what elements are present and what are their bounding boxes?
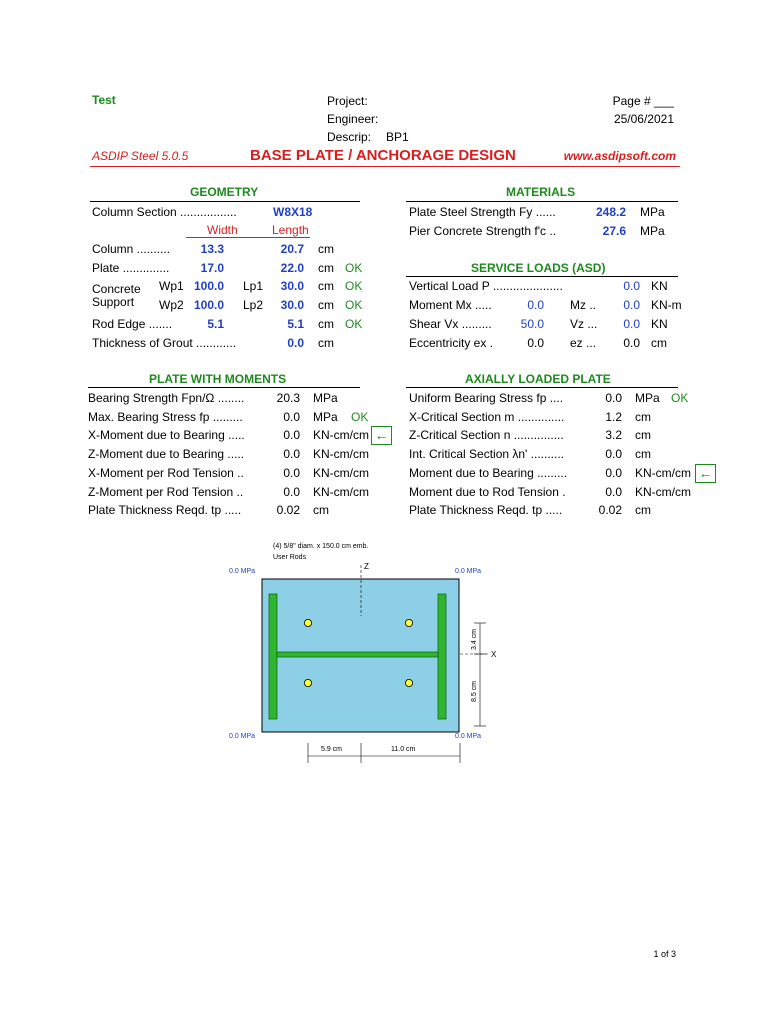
plate-moments-row-unit: KN-cm/cm: [313, 428, 369, 443]
lp2-label: Lp2: [243, 298, 264, 312]
axial-plate-row-value: 0.0: [605, 484, 622, 499]
plate-moments-row-value: 0.02: [276, 503, 300, 518]
lp2-value[interactable]: 30.0: [280, 298, 304, 312]
website-link[interactable]: www.asdipsoft.com: [563, 149, 676, 163]
rod-note-line-1: (4) 5/8" diam. x 150.0 cm emb.: [273, 543, 369, 550]
geometry-heading: GEOMETRY: [190, 185, 259, 199]
plate-moments-heading: PLATE WITH MOMENTS: [149, 372, 287, 386]
plate-moments-row-unit: KN-cm/cm: [313, 484, 369, 499]
plate-width-value[interactable]: 17.0: [200, 261, 224, 275]
dim-right-label: 11.0 cm: [391, 746, 416, 753]
moment-mx-label: Moment Mx .....: [409, 298, 492, 312]
descrip-label: Descrip:: [327, 130, 372, 144]
fy-value[interactable]: 248.2: [595, 205, 626, 219]
wp2-label: Wp2: [159, 298, 184, 312]
left-flange: [269, 594, 277, 719]
page-count: 1 of 3: [653, 949, 676, 959]
plate-moments-row-label: Z-Moment due to Bearing .....: [88, 447, 245, 462]
plate-moments-row-value: 20.3: [276, 391, 300, 405]
fy-label: Plate Steel Strength Fy ......: [409, 205, 556, 219]
column-width-value[interactable]: 13.3: [200, 242, 224, 256]
lp1-value[interactable]: 30.0: [280, 279, 304, 293]
length-header: Length: [272, 223, 309, 237]
anchor-rod-bottom-left: [304, 679, 311, 686]
wp1-value[interactable]: 100.0: [193, 279, 224, 293]
dim-left-label: 5.9 cm: [321, 746, 343, 753]
plate-moments-row-unit: KN-cm/cm: [313, 447, 369, 462]
dim-upper-label: 3.4 cm: [471, 628, 478, 650]
plate-moments-row-label: Z-Moment per Rod Tension ..: [88, 484, 244, 499]
shear-vx-value[interactable]: 50.0: [520, 317, 544, 331]
grout-unit: cm: [318, 336, 334, 350]
axial-plate-heading: AXIALLY LOADED PLATE: [465, 372, 611, 386]
corner-stress-bottom-right: 0.0 MPa: [455, 733, 482, 740]
eccentricity-ez-label: ez ...: [570, 336, 597, 350]
axial-plate-row-value: 1.2: [605, 409, 622, 424]
moment-mz-label: Mz ..: [570, 298, 596, 312]
anchor-rod-top-right: [405, 619, 412, 626]
concrete-label: Concrete: [92, 282, 141, 296]
wp1-label: Wp1: [159, 279, 184, 293]
rod-edge-width-value[interactable]: 5.1: [207, 317, 224, 331]
axial-plate-row-unit: KN-cm/cm: [635, 484, 691, 499]
rod-note-line-2: User Rods: [273, 554, 307, 561]
web: [277, 652, 438, 657]
header-date: 25/06/2021: [613, 112, 674, 126]
dim-lower-label: 8.5 cm: [471, 680, 478, 702]
axial-plate-row-unit: MPa: [635, 391, 660, 405]
column-section-value[interactable]: W8X18: [273, 205, 313, 219]
test-label: Test: [92, 93, 116, 107]
vertical-load-label: Vertical Load P .....................: [409, 279, 563, 293]
plate-moments-row-unit: cm: [313, 503, 329, 518]
width-length-underline: [186, 237, 310, 238]
axial-plate-row-label: Uniform Bearing Stress fp ....: [409, 391, 564, 405]
eccentricity-ex-value: 0.0: [527, 336, 544, 350]
plate-moments-row-unit: MPa: [313, 391, 338, 405]
left-arrow-icon[interactable]: ←: [371, 426, 392, 445]
lp1-unit: cm: [318, 279, 334, 293]
plate-length-value[interactable]: 22.0: [280, 261, 304, 275]
anchor-rod-top-left: [304, 619, 311, 626]
plate-moments-row-value: 0.0: [283, 428, 300, 443]
axial-plate-row-unit: cm: [635, 447, 651, 462]
axial-plate-row-label: Moment due to Bearing .........: [409, 465, 568, 480]
main-title: BASE PLATE / ANCHORAGE DESIGN: [250, 147, 516, 164]
service-loads-heading: SERVICE LOADS (ASD): [471, 261, 606, 275]
axial-plate-row-unit: KN-cm/cm: [635, 465, 691, 480]
plate-moments-row-label: Plate Thickness Reqd. tp .....: [88, 503, 242, 518]
eccentricity-ex-label: Eccentricity ex .: [409, 336, 494, 350]
service-loads-underline: [406, 276, 678, 277]
plate-moments-underline: [88, 387, 360, 388]
rod-edge-unit: cm: [318, 317, 334, 331]
column-label: Column ..........: [92, 242, 171, 256]
lp1-label: Lp1: [243, 279, 264, 293]
plate-moments-ok-status: OK: [351, 409, 369, 424]
eccentricity-unit: cm: [651, 336, 667, 350]
moment-mz-value[interactable]: 0.0: [623, 298, 640, 312]
support-label: Support: [92, 295, 135, 309]
axial-plate-row-label: Int. Critical Section λn' ..........: [409, 447, 565, 462]
axial-plate-row-label: Plate Thickness Reqd. tp .....: [409, 503, 563, 518]
axial-plate-row-value: 3.2: [605, 428, 622, 443]
axial-plate-row-label: Z-Critical Section n ...............: [409, 428, 564, 443]
shear-unit: KN: [651, 317, 668, 331]
moment-unit: KN-m: [651, 298, 682, 312]
rod-edge-label: Rod Edge .......: [92, 317, 173, 331]
project-label: Project:: [327, 94, 368, 108]
axial-plate-row-label: Moment due to Rod Tension .: [409, 484, 566, 499]
axial-plate-underline: [406, 387, 678, 388]
column-unit: cm: [318, 242, 334, 256]
plate-moments-row-value: 0.0: [283, 447, 300, 462]
title-divider: [90, 166, 680, 167]
width-header: Width: [207, 223, 238, 237]
axial-plate-row-unit: cm: [635, 409, 651, 424]
fy-unit: MPa: [640, 205, 665, 219]
plate-moments-row-value: 0.0: [283, 465, 300, 480]
fc-label: Pier Concrete Strength f'c ..: [409, 224, 557, 238]
plate-ok-status: OK: [345, 261, 363, 275]
plate-unit: cm: [318, 261, 334, 275]
materials-underline: [406, 201, 678, 202]
plate-moments-row-label: Bearing Strength Fpn/Ω ........: [88, 391, 245, 405]
vertical-load-unit: KN: [651, 279, 668, 293]
lp2-unit: cm: [318, 298, 334, 312]
plate-moments-row-label: X-Moment due to Bearing .....: [88, 428, 245, 443]
software-version: ASDIP Steel 5.0.5: [92, 149, 189, 163]
column-section-label: Column Section .................: [92, 205, 237, 219]
eccentricity-ez-value: 0.0: [623, 336, 640, 350]
rod-edge-ok-status: OK: [345, 317, 363, 331]
lp1-ok-status: OK: [345, 279, 363, 293]
left-arrow-icon[interactable]: ←: [695, 464, 716, 483]
lp2-ok-status: OK: [345, 298, 363, 312]
materials-heading: MATERIALS: [506, 185, 576, 199]
geometry-underline: [90, 201, 360, 202]
axial-plate-row-value: 0.0: [605, 391, 622, 405]
shear-vz-value[interactable]: 0.0: [623, 317, 640, 331]
plate-moments-row-label: X-Moment per Rod Tension ..: [88, 465, 244, 480]
page-number-label: Page # ___: [612, 94, 674, 108]
axial-plate-row-value: 0.0: [605, 465, 622, 480]
shear-vz-label: Vz ...: [570, 317, 598, 331]
axial-plate-row-value: 0.02: [598, 503, 622, 518]
axial-plate-ok-status: OK: [671, 391, 689, 405]
fc-unit: MPa: [640, 224, 665, 238]
descrip-value: BP1: [386, 130, 409, 144]
axial-plate-row-unit: cm: [635, 503, 651, 518]
rod-edge-length-value[interactable]: 5.1: [287, 317, 304, 331]
grout-value[interactable]: 0.0: [287, 336, 304, 350]
axial-plate-row-label: X-Critical Section m ..............: [409, 409, 565, 424]
moment-mx-value[interactable]: 0.0: [527, 298, 544, 312]
corner-stress-top-right: 0.0 MPa: [455, 568, 482, 575]
plate-moments-row-value: 0.0: [283, 484, 300, 499]
plate-moments-row-unit: MPa: [313, 409, 338, 424]
right-flange: [438, 594, 446, 719]
engineer-label: Engineer:: [327, 112, 379, 126]
plate-label: Plate ..............: [92, 261, 170, 275]
axial-plate-row-unit: cm: [635, 428, 651, 443]
corner-stress-bottom-left: 0.0 MPa: [229, 733, 256, 740]
x-axis-label: X: [491, 650, 497, 659]
plate-moments-row-value: 0.0: [283, 409, 300, 424]
vertical-load-value[interactable]: 0.0: [623, 279, 640, 293]
shear-vx-label: Shear Vx .........: [409, 317, 492, 331]
base-plate-drawing: [220, 536, 510, 768]
z-axis-label: Z: [364, 562, 369, 571]
plate-moments-row-label: Max. Bearing Stress fp .........: [88, 409, 243, 424]
fc-value[interactable]: 27.6: [602, 224, 626, 238]
wp2-value[interactable]: 100.0: [193, 298, 224, 312]
column-length-value[interactable]: 20.7: [280, 242, 304, 256]
plate-moments-row-unit: KN-cm/cm: [313, 465, 369, 480]
anchor-rod-bottom-right: [405, 679, 412, 686]
corner-stress-top-left: 0.0 MPa: [229, 568, 256, 575]
axial-plate-row-value: 0.0: [605, 447, 622, 462]
grout-label: Thickness of Grout ............: [92, 336, 237, 350]
